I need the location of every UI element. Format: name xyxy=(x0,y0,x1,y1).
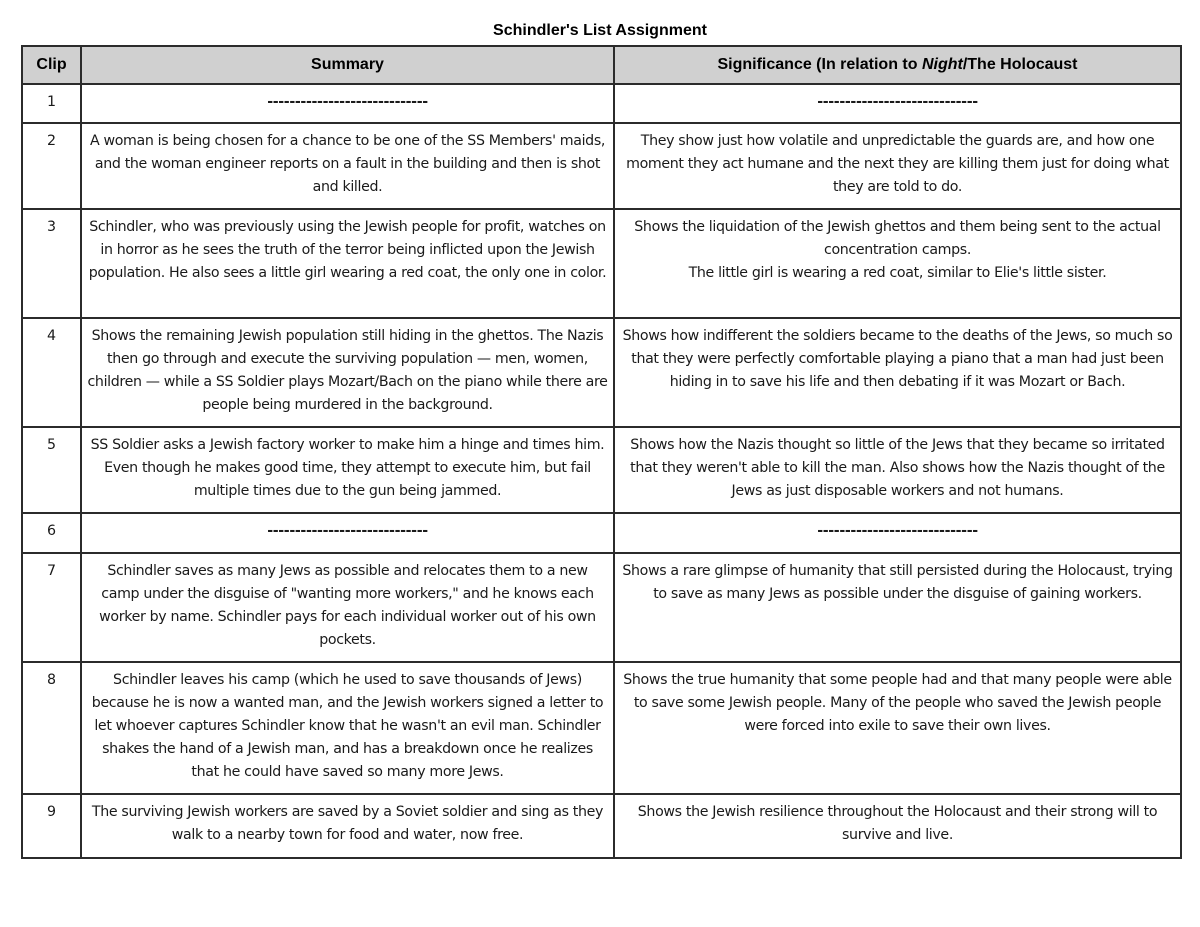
significance-cell: Shows how indifferent the soldiers became to the deaths of the Jews, so much so that they were perfectly comfortable playing a piano that a man had just been hiding in to save his life and then debating if it was Mozart or Bach. xyxy=(614,318,1181,427)
significance-extra-text: The little girl is wearing a red coat, similar to Elie's little sister. xyxy=(688,265,1107,281)
significance-header-suffix: /The Holocaust xyxy=(962,56,1078,73)
clip-number: 6 xyxy=(22,513,81,553)
significance-header-italic: Night xyxy=(921,56,963,73)
table-body xyxy=(22,84,1181,858)
significance-cell xyxy=(614,209,1181,318)
clip-number: 2 xyxy=(22,123,81,209)
table-row xyxy=(22,318,1181,427)
significance-text: Shows the liquidation of the Jewish ghettos and them being sent to the actual concentration camps. xyxy=(634,219,1161,258)
table-row xyxy=(22,794,1181,858)
assignment-table xyxy=(21,45,1182,859)
significance-cell: Shows a rare glimpse of humanity that still persisted during the Holocaust, trying to save as many Jews as possible under the disguise of gaining workers. xyxy=(614,553,1181,662)
summary-cell: Schindler saves as many Jews as possible and relocates them to a new camp under the disguise of "wanting more workers," and he knows each worker by name. Schindler pays for each individual worker out of his own pockets. xyxy=(81,553,614,662)
significance-cell: Shows the Jewish resilience throughout the Holocaust and their strong will to survive and live. xyxy=(614,794,1181,858)
clip-number: 9 xyxy=(22,794,81,858)
table-row xyxy=(22,209,1181,318)
significance-cell: Shows the true humanity that some people had and that many people were able to save some Jewish people. Many of the people who saved the Jewish people were forced into exile to save their own lives. xyxy=(614,662,1181,794)
table-row xyxy=(22,553,1181,662)
document-title: Schindler's List Assignment xyxy=(493,22,707,39)
summary-cell: SS Soldier asks a Jewish factory worker to make him a hinge and times him. Even though he makes good time, they attempt to execute him, but fail multiple times due to the gun being jammed. xyxy=(81,427,614,513)
significance-cell: They show just how volatile and unpredictable the guards are, and how one moment they act humane and the next they are killing them just for doing what they are told to do. xyxy=(614,123,1181,209)
clip-number: 4 xyxy=(22,318,81,427)
table-row xyxy=(22,662,1181,794)
clip-number: 8 xyxy=(22,662,81,794)
summary-cell: ----------------------------- xyxy=(81,84,614,123)
table-header xyxy=(22,46,1181,84)
clip-number: 7 xyxy=(22,553,81,662)
significance-cell: ----------------------------- xyxy=(614,84,1181,123)
clip-number: 5 xyxy=(22,427,81,513)
summary-cell: Schindler, who was previously using the Jewish people for profit, watches on in horror as he sees the truth of the terror being inflicted upon the Jewish population. He also sees a little girl wearing a red coat, the only one in color. xyxy=(81,209,614,318)
clip-number: 1 xyxy=(22,84,81,123)
header-row xyxy=(22,46,1181,84)
summary-cell: A woman is being chosen for a chance to be one of the SS Members' maids, and the woman engineer reports on a fault in the building and then is shot and killed. xyxy=(81,123,614,209)
significance-header-prefix: Significance (In relation to xyxy=(717,56,922,73)
significance-column-header xyxy=(614,46,1181,84)
table-row xyxy=(22,513,1181,553)
clip-number: 3 xyxy=(22,209,81,318)
significance-cell: ----------------------------- xyxy=(614,513,1181,553)
summary-cell: Schindler leaves his camp (which he used to save thousands of Jews) because he is now a wanted man, and the Jewish workers signed a letter to let whoever captures Schindler know that he wasn't an evil man. Schindler shakes the hand of a Jewish man, and has a breakdown once he realizes that he could have saved so many more Jews. xyxy=(81,662,614,794)
table-row xyxy=(22,427,1181,513)
summary-cell: Shows the remaining Jewish population still hiding in the ghettos. The Nazis then go through and execute the surviving population — men, women, children — while a SS Soldier plays Mozart/Bach on the piano while there are people being murdered in the background. xyxy=(81,318,614,427)
summary-cell: ----------------------------- xyxy=(81,513,614,553)
table-row xyxy=(22,123,1181,209)
table-row xyxy=(22,84,1181,123)
summary-cell: The surviving Jewish workers are saved by a Soviet soldier and sing as they walk to a nearby town for food and water, now free. xyxy=(81,794,614,858)
summary-column-header: Summary xyxy=(81,46,614,84)
significance-cell: Shows how the Nazis thought so little of the Jews that they became so irritated that they weren't able to kill the man. Also shows how the Nazis thought of the Jews as just disposable workers and not humans. xyxy=(614,427,1181,513)
clip-column-header: Clip xyxy=(22,46,81,84)
